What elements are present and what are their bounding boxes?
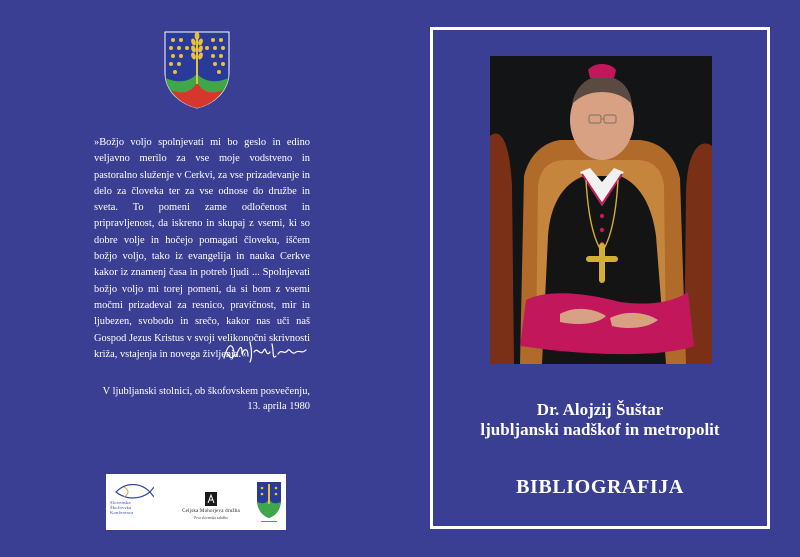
celjska-mohorjeva-druzba-logo [172,492,250,524]
bishop-portrait-photo [490,56,712,364]
front-cover [400,0,800,557]
place-and-date [94,384,310,414]
handwritten-signature [220,338,308,364]
coat-of-arms-icon [161,28,233,110]
diocese-shield-icon [255,478,283,526]
ssk-name: Slovenska Škofovska Konferenca [110,500,134,516]
cmd-name: Celjska Mohorjeva družba [182,509,240,514]
place-line: V ljubljanski stolnici, ob škofovskem posvečenju, [102,386,310,397]
mohorjeva-emblem-icon [205,492,217,506]
date-line: 13. aprila 1980 [247,401,310,412]
book-title: BIBLIOGRAFIJA [516,476,684,498]
author-heading [440,400,760,440]
slovenska-skofovska-konferenca-logo [110,484,174,528]
cmd-subtitle: Prva slovenska založba [194,516,228,520]
bishop-motto-quote: »Božjo voljo spolnjevati mi bo geslo in edino veljavno merilo za vse moje vodstveno in pastoralno služenje v Cerkvi, za vse prizadevanje in delo za človeka ter za vse odnose do družbe in sveta. To pomeni zame odločenost in pripravljenost, da iskreno in skupaj z vsemi, ki so dobre volje in hočejo pomagati človeku, iščem božjo voljo, tako iz evangelija in nauka Cerkve kakor iz znamenj časa in potreb ljudi ... Spolnjevati božjo voljo mi torej pomeni, da si bom z vsemi močmi prizadeval za resnico, pravičnost, mir in ljubezen, svobodo in srečo, kakor nas uči naš Gospod Jezus Kristus v svoji velikonočni skrivnosti križa, vstajenja in novega življenja.« [94,137,310,360]
publisher-logos [106,474,286,530]
author-title: ljubljanski nadškof in metropolit [480,420,720,439]
fish-icon [114,484,154,500]
author-name: Dr. Alojzij Šuštar [536,400,664,419]
